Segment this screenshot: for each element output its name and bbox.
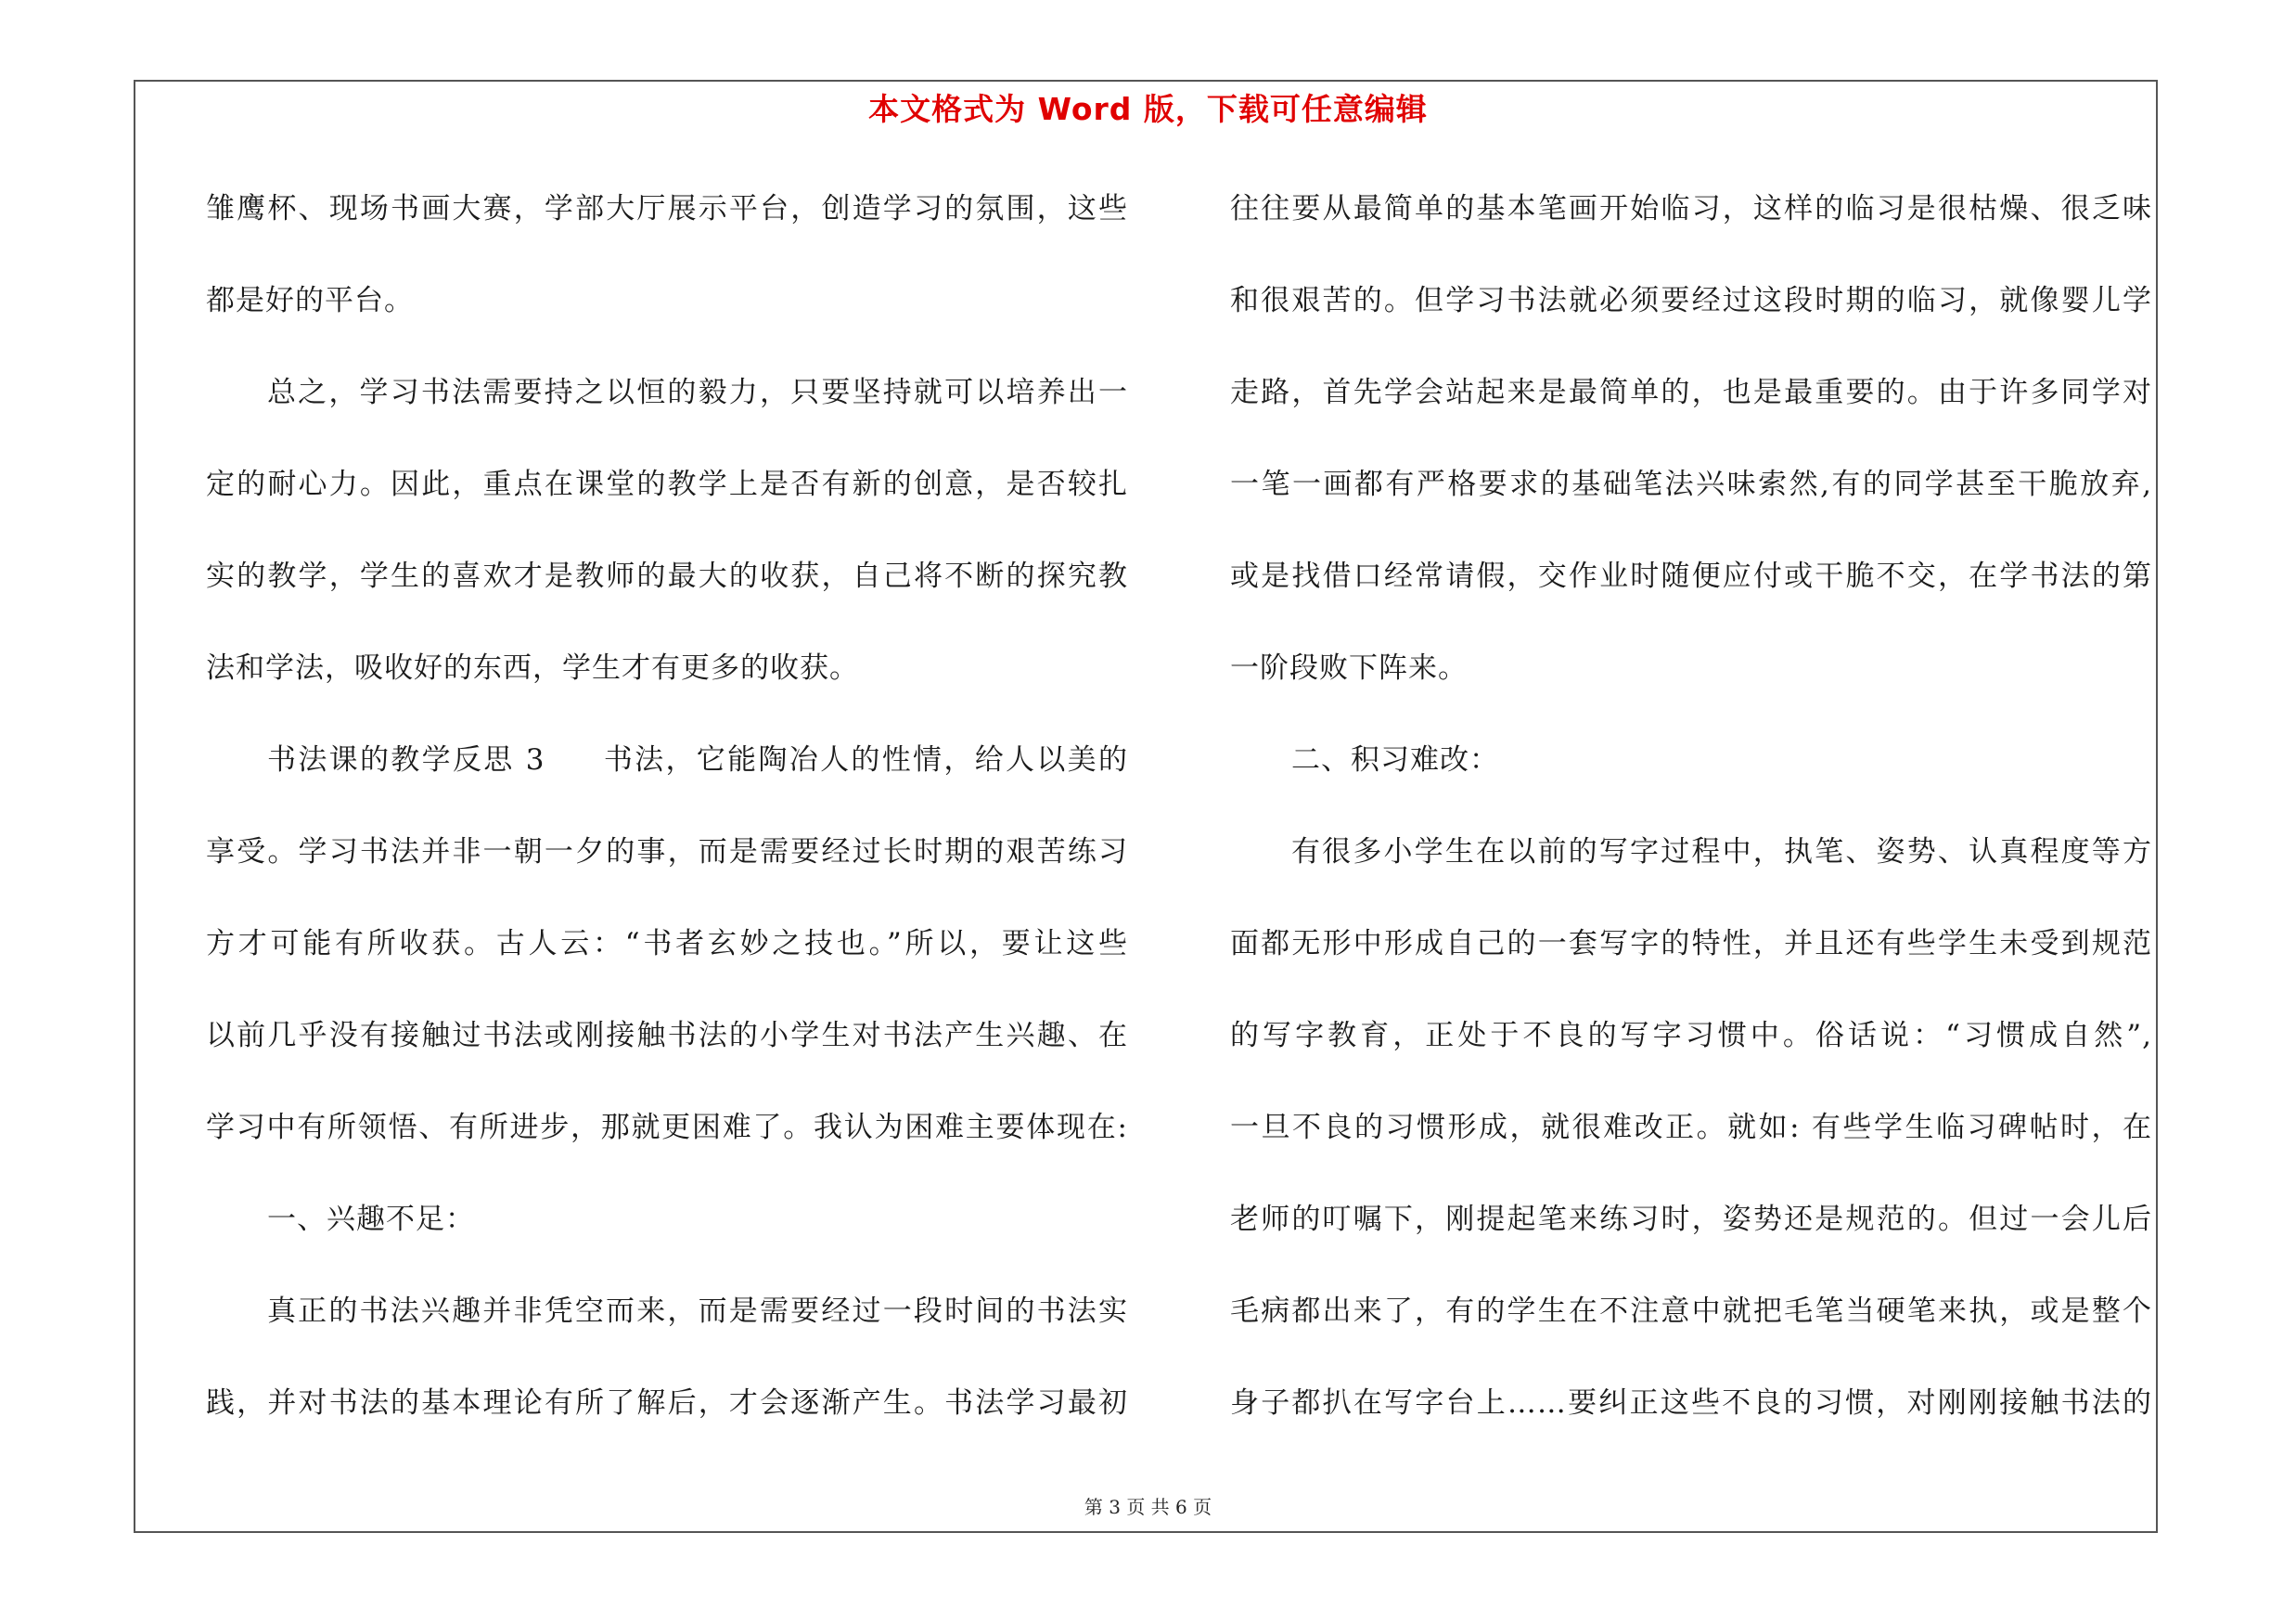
text-line [206,732,1128,824]
left-text-column [206,181,1128,1467]
text-line: 践，并对书法的基本理论有所了解后，才会逐渐产生。书法学习最初 [206,1386,1128,1420]
text-line: 往往要从最简单的基本笔画开始临习，这样的临习是很枯燥、很乏味 [1230,192,2152,225]
subheading-line: 二、积习难改： [1291,743,1499,777]
format-notice-banner: 本文格式为 Word 版，下载可任意编辑 [868,91,1428,127]
text-line: 都是好的平台。 [206,284,414,317]
text-line: 或是找借口经常请假，交作业时随便应付或干脆不交，在学书法的第 [1230,560,2152,593]
text-line: 有很多小学生在以前的写字过程中，执笔、姿势、认真程度等方 [1291,835,2152,869]
right-text-column [1230,181,2152,1467]
text-line: 总之，学习书法需要持之以恒的毅力，只要坚持就可以培养出一 [267,376,1128,409]
text-line: 一笔一画都有严格要求的基础笔法兴味索然,有的同学甚至干脆放弃, [1230,468,2152,501]
text-line: 身子都扒在写字台上……要纠正这些不良的习惯，对刚刚接触书法的 [1230,1386,2152,1420]
text-line: 面都无形中形成自己的一套写字的特性，并且还有些学生未受到规范 [1230,927,2152,960]
text-line: 定的耐心力。因此，重点在课堂的教学上是否有新的创意，是否较扎 [206,468,1128,501]
text-line: 和很艰苦的。但学习书法就必须要经过这段时期的临习，就像婴儿学 [1230,284,2152,317]
text-line: 雏鹰杯、现场书画大赛，学部大厅展示平台，创造学习的氛围，这些 [206,192,1128,225]
text-line: 的写字教育，正处于不良的写字习惯中。俗话说：“习惯成自然”, [1230,1019,2152,1052]
text-line: 真正的书法兴趣并非凭空而来，而是需要经过一段时间的书法实 [267,1295,1128,1328]
page-number: 第 3 页 共 6 页 [1084,1496,1212,1518]
text-line: 享受。学习书法并非一朝一夕的事，而是需要经过长时期的艰苦练习 [206,835,1128,869]
text-fragment: 书法，它能陶冶人的性情，给人以美的 [602,743,1129,777]
text-line: 学习中有所领悟、有所进步，那就更困难了。我认为困难主要体现在: [206,1111,1128,1144]
text-line: 老师的叮嘱下，刚提起笔来练习时，姿势还是规范的。但过一会儿后 [1230,1203,2152,1236]
text-line: 走路，首先学会站起来是最简单的，也是最重要的。由于许多同学对 [1230,376,2152,409]
text-line: 一旦不良的习惯形成，就很难改正。就如: 有些学生临习碑帖时，在 [1230,1111,2152,1144]
section-heading: 书法课的教学反思 3 [267,743,545,777]
text-line: 以前几乎没有接触过书法或刚接触书法的小学生对书法产生兴趣、在 [206,1019,1128,1052]
text-line: 毛病都出来了，有的学生在不注意中就把毛笔当硬笔来执，或是整个 [1230,1295,2152,1328]
text-line: 方才可能有所收获。古人云：“书者玄妙之技也。”所以，要让这些 [206,927,1128,960]
text-line: 实的教学，学生的喜欢才是教师的最大的收获，自己将不断的探究教 [206,560,1128,593]
subheading-line: 一、兴趣不足： [267,1203,475,1236]
text-line: 法和学法，吸收好的东西，学生才有更多的收获。 [206,651,859,685]
text-line: 一阶段败下阵来。 [1230,651,1468,685]
